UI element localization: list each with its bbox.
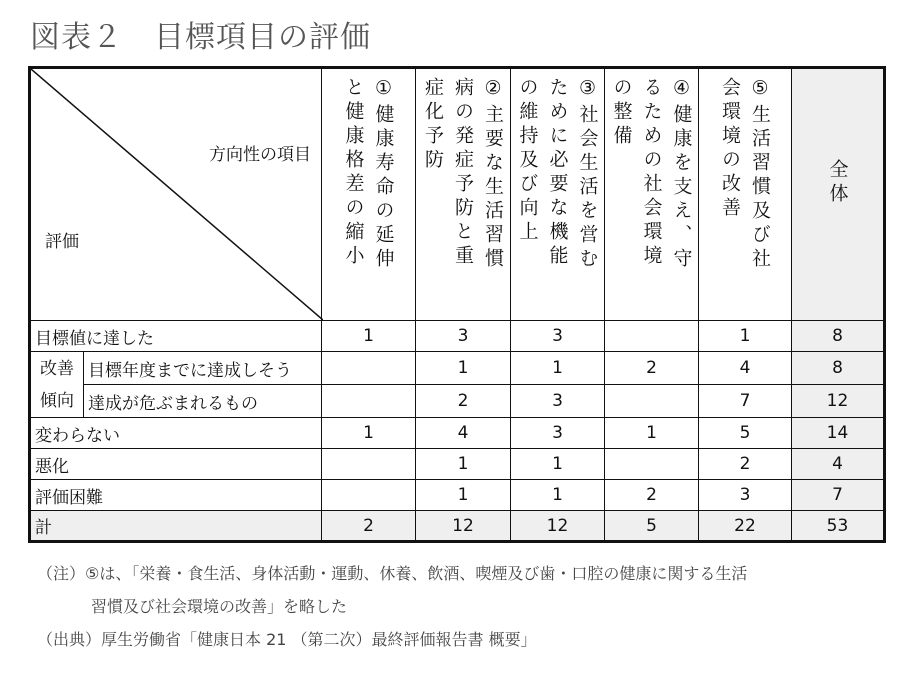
- corner-label-evaluation: 評価: [45, 232, 79, 252]
- corner-header: [30, 68, 322, 321]
- column-header-1: ①健康寿命の延伸 と健康格差の縮小: [322, 68, 416, 321]
- table-row: [30, 418, 885, 449]
- table-cell: 4: [699, 352, 792, 385]
- header-row: [30, 68, 885, 321]
- column-header-total: 全体: [792, 68, 885, 321]
- row-label: 変わらない: [30, 418, 322, 449]
- row-label: 計: [30, 511, 322, 542]
- column-header-4: ④健康を支え、守 るための社会環境 の整備: [605, 68, 699, 321]
- evaluation-table: [28, 66, 886, 543]
- table-cell: [322, 480, 416, 511]
- table-cell-total: 14: [792, 418, 885, 449]
- figure-title: 図表２ 目標項目の評価: [30, 20, 371, 55]
- table-cell: [322, 352, 416, 385]
- row-label: 悪化: [30, 449, 322, 480]
- table-cell: 5: [699, 418, 792, 449]
- table-cell: [605, 385, 699, 418]
- table-cell-total: 8: [792, 352, 885, 385]
- row-label: 目標値に達した: [30, 321, 322, 352]
- column-header-2: ②主要な生活習慣 病の発症予防と重 症化予防: [416, 68, 511, 321]
- table-cell-total: 8: [792, 321, 885, 352]
- table-row-sum: [30, 511, 885, 542]
- table-row: [30, 449, 885, 480]
- table-cell-total: 53: [792, 511, 885, 542]
- table-cell: 1: [511, 352, 605, 385]
- table-cell: 2: [699, 449, 792, 480]
- table-cell: 2: [605, 352, 699, 385]
- table-cell: 12: [416, 511, 511, 542]
- corner-label-direction: 方向性の項目: [209, 145, 311, 165]
- table-cell: 1: [322, 418, 416, 449]
- notes: [37, 557, 747, 656]
- table-row: [30, 321, 885, 352]
- column-header-5: ⑤生活習慣及び社 会環境の改善: [699, 68, 792, 321]
- table-cell: 1: [416, 352, 511, 385]
- table-cell: 3: [416, 321, 511, 352]
- table-cell: [322, 385, 416, 418]
- table-row: [30, 480, 885, 511]
- column-header-3: ③社会生活を営む ために必要な機能 の維持及び向上: [511, 68, 605, 321]
- table-row: [30, 352, 885, 385]
- table-cell: 1: [416, 449, 511, 480]
- row-label: 目標年度までに達成しそう: [84, 352, 322, 385]
- table-cell: 2: [605, 480, 699, 511]
- table-cell-total: 12: [792, 385, 885, 418]
- table-row: [30, 385, 885, 418]
- note-line-2: 習慣及び社会環境の改善」を略した: [91, 597, 348, 616]
- table-cell: 1: [699, 321, 792, 352]
- table-cell: 1: [511, 449, 605, 480]
- group-label-improvement: 改善 傾向: [30, 352, 84, 418]
- table-cell-total: 4: [792, 449, 885, 480]
- table-cell: [605, 321, 699, 352]
- table-cell: [605, 449, 699, 480]
- table-cell: 7: [699, 385, 792, 418]
- table-cell: 1: [511, 480, 605, 511]
- table-cell: 2: [322, 511, 416, 542]
- table-cell: 4: [416, 418, 511, 449]
- table-cell: 2: [416, 385, 511, 418]
- table-cell: 1: [416, 480, 511, 511]
- table-cell: [322, 449, 416, 480]
- table-cell: 3: [699, 480, 792, 511]
- source-line: （出典）厚生労働省「健康日本 21 （第二次）最終評価報告書 概要」: [37, 630, 537, 649]
- table-cell: 5: [605, 511, 699, 542]
- table-cell: 1: [605, 418, 699, 449]
- table-cell-total: 7: [792, 480, 885, 511]
- table-cell: 12: [511, 511, 605, 542]
- table-cell: 1: [322, 321, 416, 352]
- table-cell: 3: [511, 385, 605, 418]
- table-cell: 3: [511, 321, 605, 352]
- table-cell: 22: [699, 511, 792, 542]
- diagonal-divider: [31, 69, 323, 320]
- table-cell: 3: [511, 418, 605, 449]
- row-label: 達成が危ぶまれるもの: [84, 385, 322, 418]
- note-line-1: （注）⑤は、「栄養・食生活、身体活動・運動、休養、飲酒、喫煙及び歯・口腔の健康に関する生活: [37, 564, 748, 583]
- row-label: 評価困難: [30, 480, 322, 511]
